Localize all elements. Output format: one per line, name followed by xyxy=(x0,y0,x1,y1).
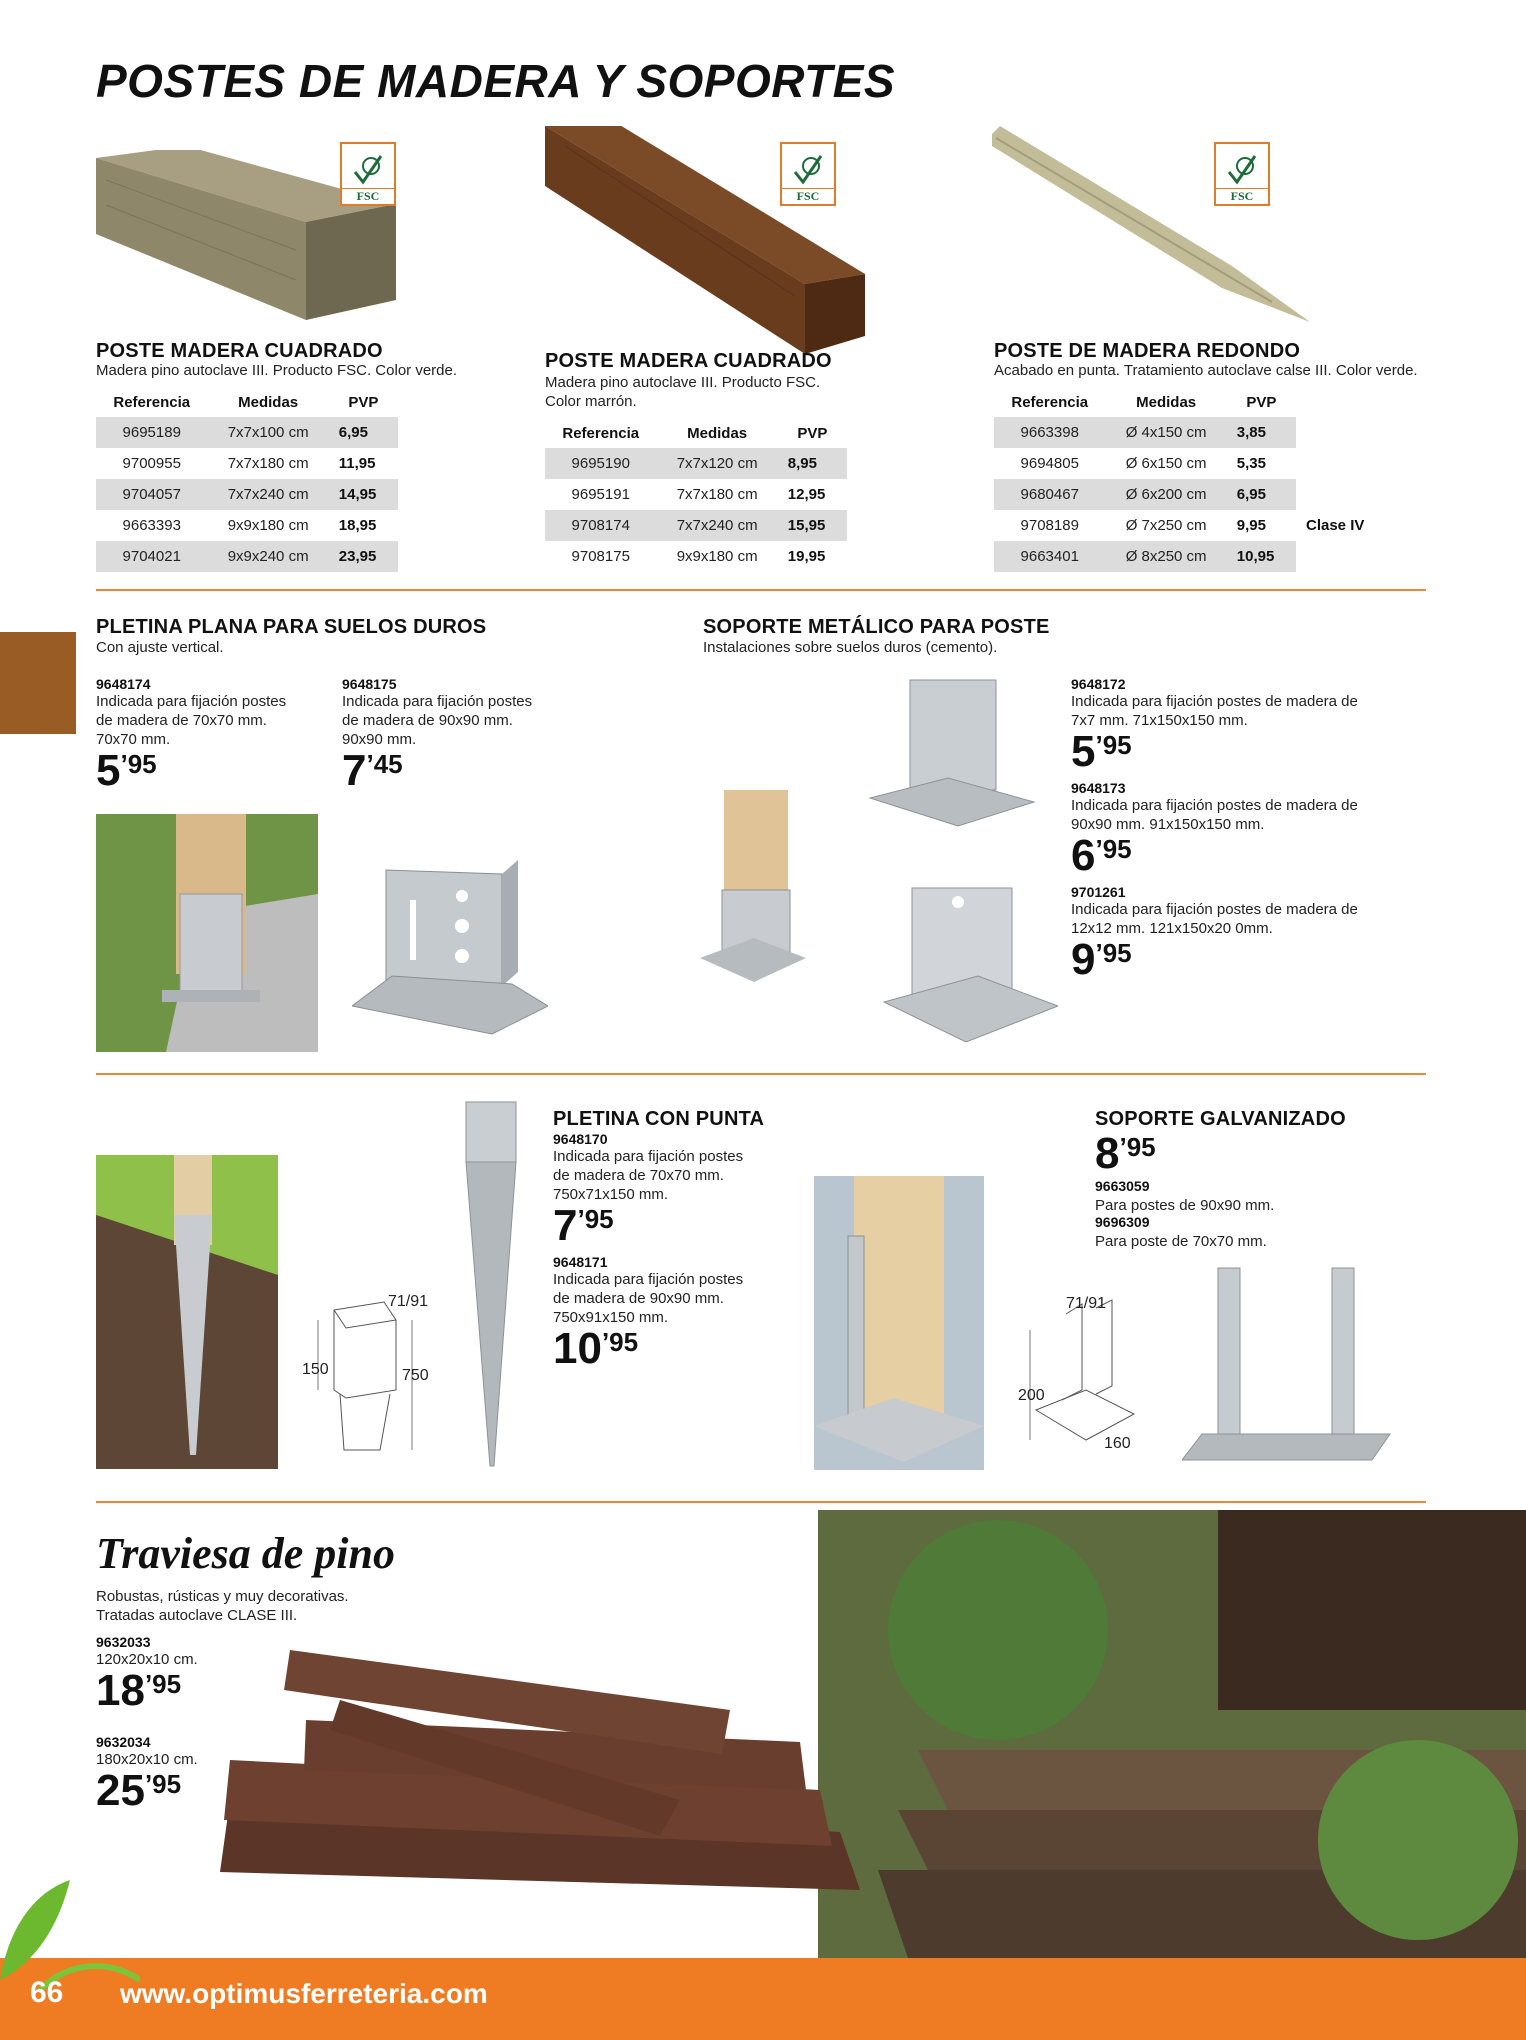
dimension-label: 200 xyxy=(1018,1387,1045,1404)
flat-plate-image xyxy=(352,856,548,1046)
table-row: 9695189 7x7x100 cm 6,95 xyxy=(96,417,398,448)
spike-ground-illustration xyxy=(96,1155,278,1469)
price: 5’95 xyxy=(96,746,157,795)
product-ref: 9648174 xyxy=(96,676,151,692)
post-description: Acabado en punta. Tratamiento autoclave calse III. Color verde. xyxy=(994,362,1418,379)
product-block: 9648174 Indicada para fijación postes de madera de 70x70 mm. 70x70 mm. 5’95 xyxy=(96,676,316,793)
section-title-traviesa: Traviesa de pino xyxy=(96,1529,395,1578)
metal-support-images xyxy=(698,676,1058,1056)
post-description: Color marrón. xyxy=(545,393,637,410)
tree-check-icon xyxy=(351,152,385,188)
section-subtitle: Con ajuste vertical. xyxy=(96,639,224,656)
railway-sleepers-image xyxy=(220,1650,860,1912)
tree-check-icon xyxy=(1225,152,1259,188)
galvanized-support-image xyxy=(1182,1264,1392,1470)
product-block: 9632033 120x20x10 cm. 18’95 xyxy=(96,1634,296,1713)
dimension-label: 71/91 xyxy=(1066,1295,1107,1312)
section-divider xyxy=(96,1501,1426,1503)
price: 9’95 xyxy=(1071,935,1132,984)
price: 5’95 xyxy=(1071,727,1132,776)
website-link[interactable]: www.optimusferreteria.com xyxy=(120,1978,488,2009)
fsc-logo: FSC xyxy=(1214,142,1270,206)
spike-anchor-image xyxy=(462,1100,522,1470)
dimension-label: 150 xyxy=(302,1361,329,1378)
post-description: Madera pino autoclave III. Producto FSC. Color verde. xyxy=(96,362,458,379)
fsc-logo: FSC xyxy=(780,142,836,206)
col-header: PVP xyxy=(348,393,379,411)
fsc-logo: FSC xyxy=(340,142,396,206)
section-title-pletina-punta: PLETINA CON PUNTA xyxy=(553,1108,765,1130)
section-divider xyxy=(96,589,1426,591)
price: 7’45 xyxy=(342,746,403,795)
product-ref: 9632033 xyxy=(96,1634,151,1650)
class-note: Clase IV xyxy=(1306,517,1365,534)
product-ref: 9648171 xyxy=(553,1254,608,1270)
product-block: 9648170 Indicada para fijación postes de madera de 70x70 mm. 750x71x150 mm. 7’95 xyxy=(553,1131,793,1248)
section-divider xyxy=(96,1073,1426,1075)
product-ref: 9648175 xyxy=(342,676,397,692)
product-block: 9648171 Indicada para fijación postes de madera de 90x90 mm. 750x91x150 mm. 10’95 xyxy=(553,1254,793,1371)
price: 7’95 xyxy=(553,1201,614,1250)
post-title: POSTE DE MADERA REDONDO xyxy=(994,340,1301,362)
table-header-row xyxy=(994,387,1396,417)
installation-photo xyxy=(96,814,318,1052)
table-row: 9663398 Ø 4x150 cm 3,85 xyxy=(994,417,1396,448)
price: 8’95 xyxy=(1095,1129,1156,1178)
galvanized-support-photo xyxy=(814,1176,984,1470)
product-ref: 9648173 xyxy=(1071,780,1126,796)
product-ref: 9648172 xyxy=(1071,676,1126,692)
table-row: 9695191 7x7x180 cm 12,95 xyxy=(571,486,826,503)
dimension-label: 160 xyxy=(1104,1435,1131,1452)
price-table xyxy=(994,387,1396,572)
table-header-row xyxy=(545,418,847,448)
product-ref: 9663059 xyxy=(1095,1178,1150,1194)
product-ref: 9648170 xyxy=(553,1131,608,1147)
post-description: Madera pino autoclave III. Producto FSC. xyxy=(545,374,821,391)
table-row: 9680467 Ø 6x200 cm 6,95 xyxy=(994,479,1396,510)
col-header: Medidas xyxy=(687,424,748,442)
section-title-soporte-galvanizado: SOPORTE GALVANIZADO xyxy=(1095,1108,1346,1130)
table-row: 9700955 7x7x180 cm 11,95 xyxy=(122,455,376,472)
table-row: 9708175 9x9x180 cm 19,95 xyxy=(571,548,826,565)
table-row: 9694805 Ø 6x150 cm 5,35 xyxy=(1020,455,1266,472)
col-header: Referencia xyxy=(1011,393,1089,411)
garden-steps-photo xyxy=(818,1510,1526,1958)
product-block: 9648173 Indicada para fijación postes de madera de 90x90 mm. 91x150x150 mm. 6’95 xyxy=(1071,780,1411,878)
col-header: Referencia xyxy=(113,393,191,411)
post-title: POSTE MADERA CUADRADO xyxy=(96,340,383,362)
product-block: 9648175 Indicada para fijación postes de madera de 90x90 mm. 90x90 mm. 7’45 xyxy=(342,676,562,793)
section-title-pletina-plana: PLETINA PLANA PARA SUELOS DUROS xyxy=(96,616,487,638)
page-number: 66 xyxy=(30,1976,64,2009)
price: 6’95 xyxy=(1071,831,1132,880)
table-header-row xyxy=(96,387,398,417)
product-block: 9701261 Indicada para fijación postes de madera de 12x12 mm. 121x150x20 0mm. 9’95 xyxy=(1071,884,1411,982)
price-table xyxy=(96,387,398,572)
product-ref: 9701261 xyxy=(1071,884,1126,900)
table-row: 9704057 7x7x240 cm 14,95 xyxy=(96,479,398,510)
leaf-icon xyxy=(0,1880,140,1990)
table-row: 9708189 Ø 7x250 cm 9,95 Clase IV xyxy=(994,510,1396,541)
section-title-soporte-metalico: SOPORTE METÁLICO PARA POSTE xyxy=(703,616,1050,638)
price: 18’95 xyxy=(96,1666,182,1715)
section-subtitle: Instalaciones sobre suelos duros (cemento). xyxy=(703,639,998,656)
table-row: 9704021 9x9x240 cm 23,95 xyxy=(96,541,398,572)
product-block: 9648172 Indicada para fijación postes de madera de 7x7 mm. 71x150x150 mm. 5’95 xyxy=(1071,676,1411,774)
price-table xyxy=(545,418,847,572)
table-row: 9695190 7x7x120 cm 8,95 xyxy=(545,448,847,479)
post-title: POSTE MADERA CUADRADO xyxy=(545,350,832,372)
dimension-label: 71/91 xyxy=(388,1293,429,1310)
col-header: PVP xyxy=(797,424,828,442)
product-ref: 9632034 xyxy=(96,1734,151,1750)
product-block: 9632034 180x20x10 cm. 25’95 xyxy=(96,1734,296,1813)
table-row: 9708174 7x7x240 cm 15,95 xyxy=(545,510,847,541)
col-header: Referencia xyxy=(562,424,640,442)
price: 25’95 xyxy=(96,1766,182,1815)
dimension-label: 750 xyxy=(402,1367,429,1384)
col-header: Medidas xyxy=(1136,393,1197,411)
col-header: PVP xyxy=(1246,393,1277,411)
price: 10’95 xyxy=(553,1324,639,1373)
col-header: Medidas xyxy=(238,393,299,411)
tree-check-icon xyxy=(791,152,825,188)
product-ref: 9696309 xyxy=(1095,1214,1150,1230)
page-title: POSTES DE MADERA Y SOPORTES xyxy=(96,55,896,107)
wood-section-tab xyxy=(0,632,76,734)
table-row: 9663401 Ø 8x250 cm 10,95 xyxy=(994,541,1396,572)
table-row: 9663393 9x9x180 cm 18,95 xyxy=(122,517,377,534)
